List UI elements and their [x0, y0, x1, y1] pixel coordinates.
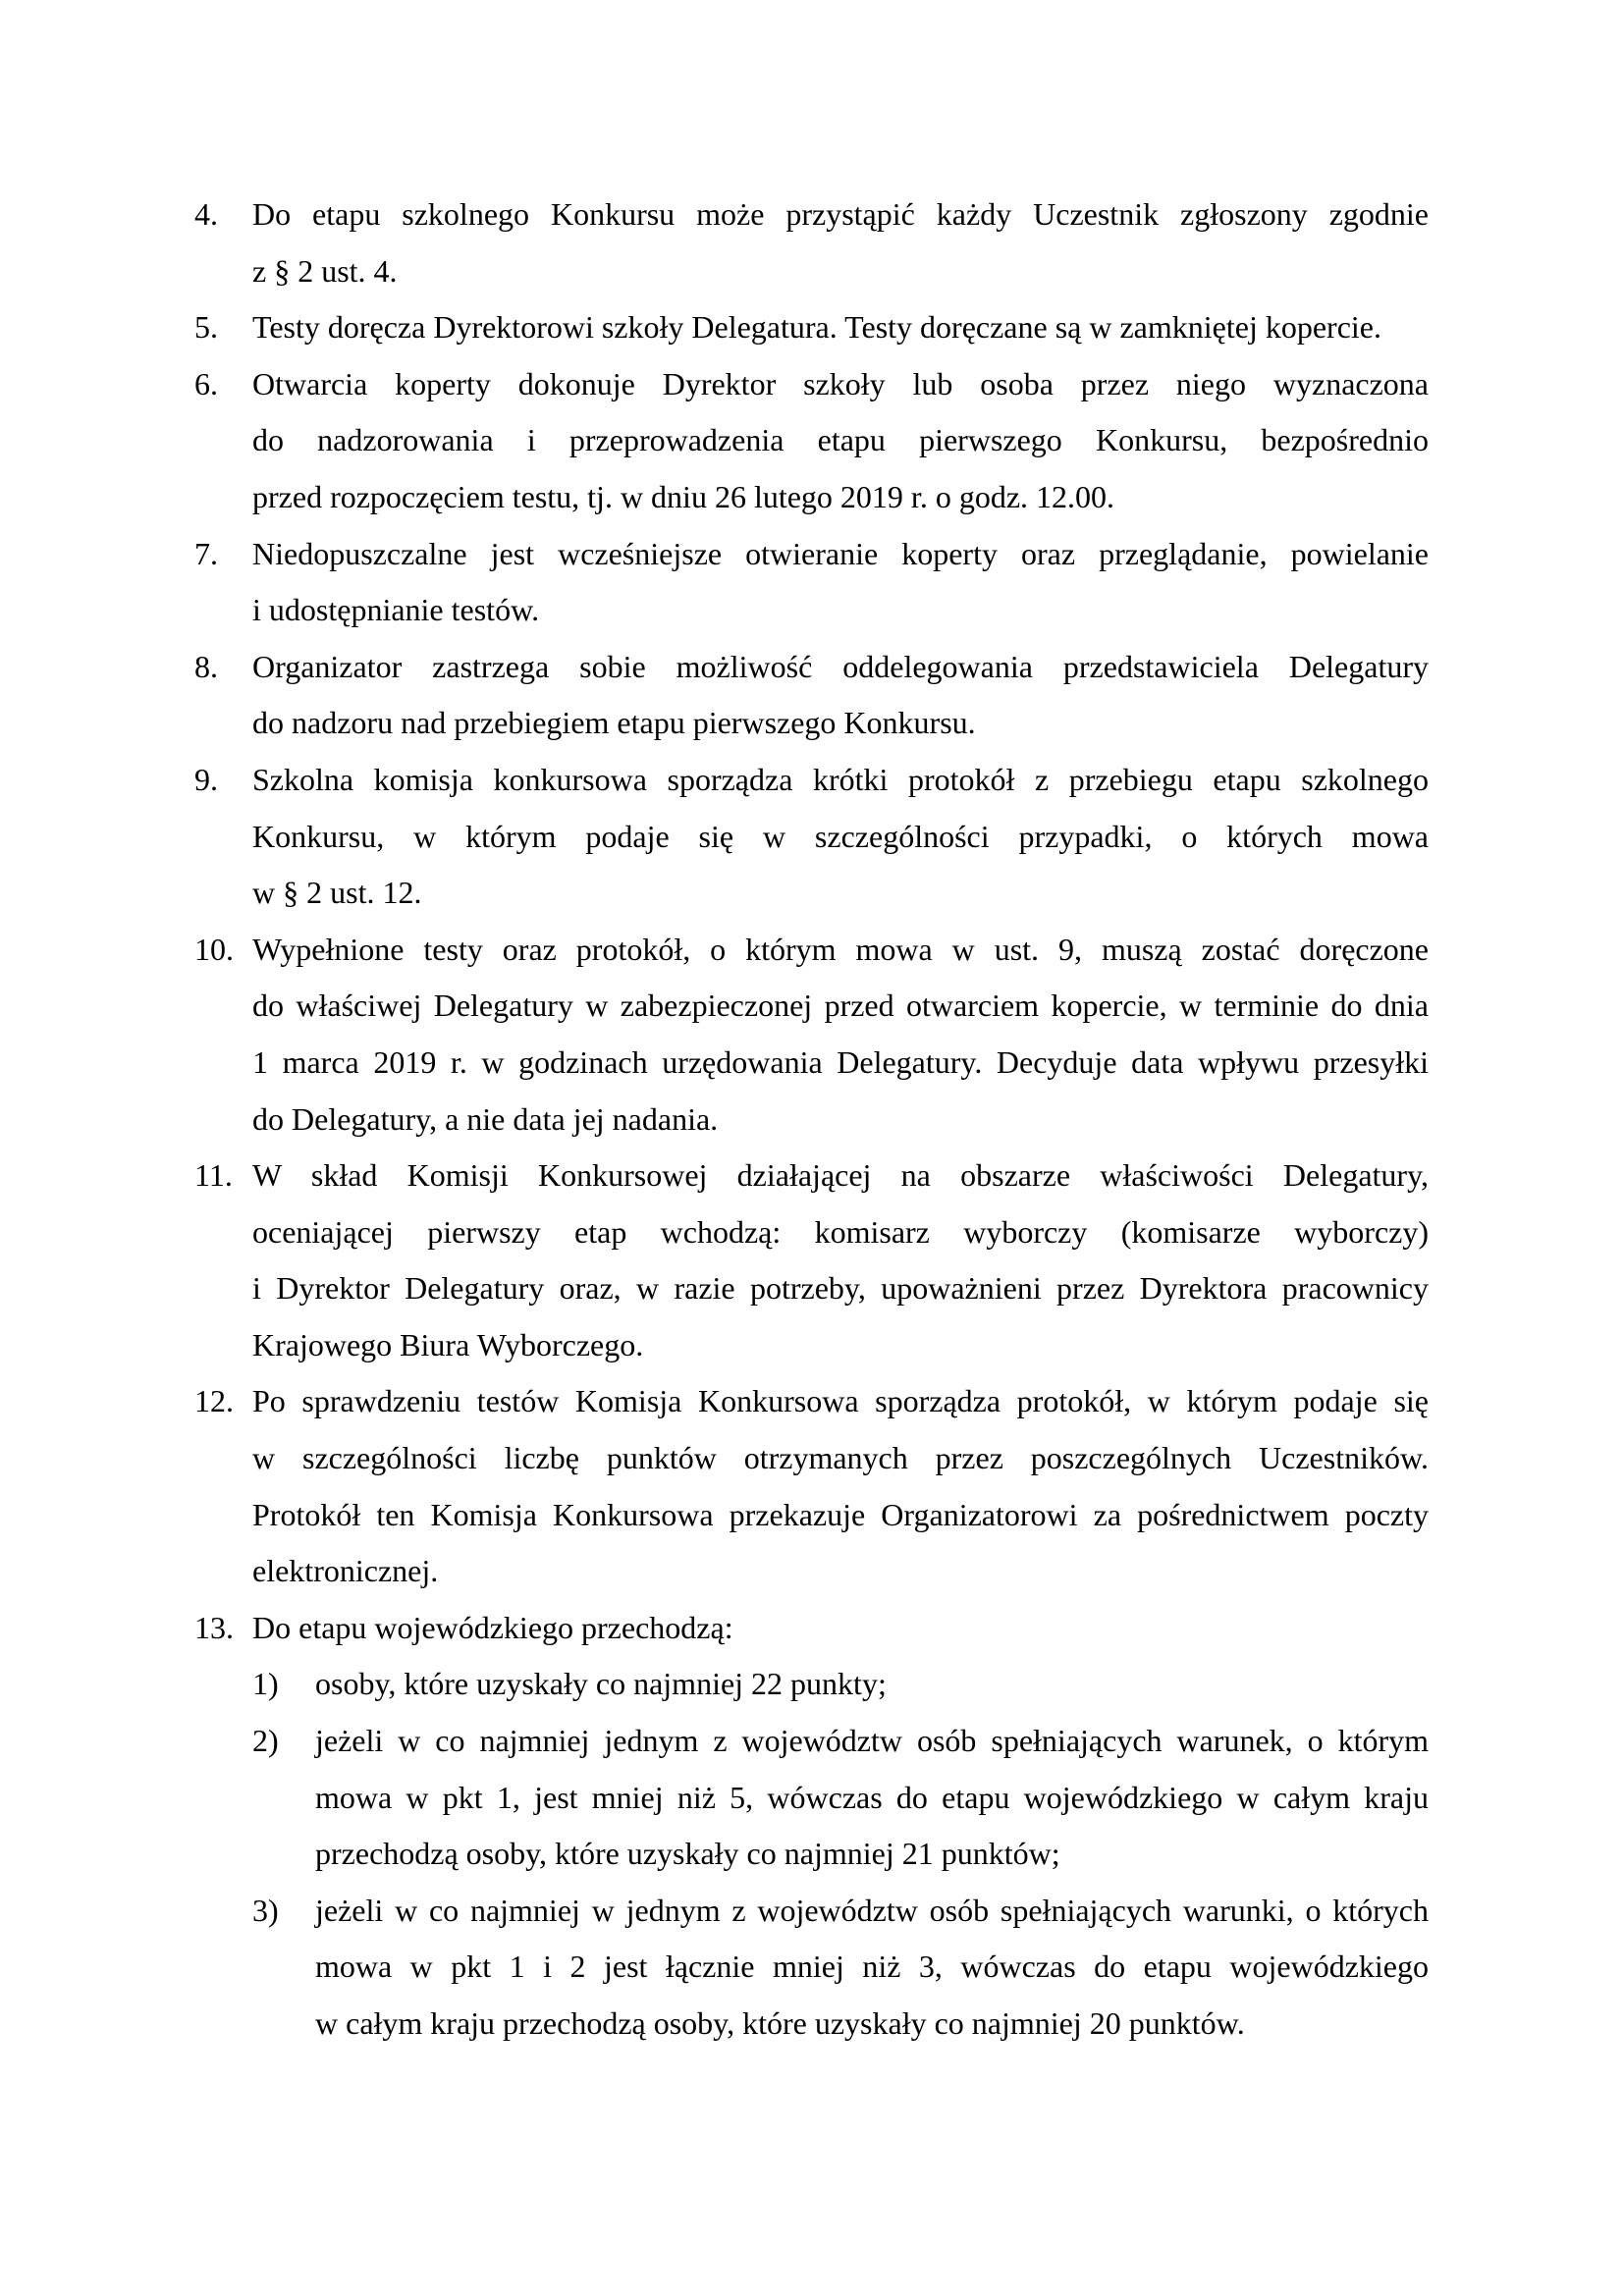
item-text: [252, 526, 1429, 639]
item-text-line: do właściwej Delegatury w zabezpieczonej przed otwarciem kopercie, w terminie do dnia: [252, 988, 1429, 1024]
subitem-number: 2): [252, 1723, 279, 1759]
item-text-line: Niedopuszczalne jest wcześniejsze otwieranie koperty oraz przeglądanie, powielanie: [252, 535, 1429, 571]
subitem-text-line: osoby, które uzyskały co najmniej 22 punkty;: [315, 1666, 887, 1702]
item-text-line: i Dyrektor Delegatury oraz, w razie potrzeby, upoważnieni przez Dyrektora pracownicy: [252, 1270, 1429, 1307]
item-text: [252, 752, 1429, 922]
list-item: [194, 639, 1429, 752]
item-text-line: do nadzorowania i przeprowadzenia etapu pierwszego Konkursu, bezpośrednio: [252, 422, 1429, 458]
list-item: [194, 187, 1429, 299]
item-text: [252, 1148, 1429, 1373]
item-text-line: do Delegatury, a nie data jej nadania.: [252, 1100, 719, 1137]
item-text-line: do nadzoru nad przebiegiem etapu pierwszego Konkursu.: [252, 705, 976, 741]
item-text-line: Szkolna komisja konkursowa sporządza krótki protokół z przebiegu etapu szkolnego: [252, 761, 1429, 797]
item-text-line: Po sprawdzeniu testów Komisja Konkursowa sporządza protokół, w którym podaje się: [252, 1383, 1429, 1419]
item-text-line: 1 marca 2019 r. w godzinach urzędowania Delegatury. Decyduje data wpływu przesyłki: [252, 1043, 1429, 1080]
item-number: 12.: [194, 1383, 234, 1419]
item-text-line: Konkursu, w którym podaje się w szczególności przypadki, o których mowa: [252, 818, 1429, 854]
subitem-number: 3): [252, 1892, 279, 1928]
list-item: [194, 1600, 1429, 2053]
item-number: 8.: [194, 648, 218, 684]
item-text: [252, 1373, 1429, 1599]
item-number: 10.: [194, 931, 234, 967]
list-item: [194, 922, 1429, 1148]
sub-list-item: [252, 1713, 1429, 1883]
item-text-line: w § 2 ust. 12.: [252, 875, 422, 911]
item-number: 6.: [194, 365, 218, 401]
item-text-line: Otwarcia koperty dokonuje Dyrektor szkoły lub osoba przez niego wyznaczona: [252, 365, 1429, 401]
subitem-text-line: mowa w pkt 1 i 2 jest łącznie mniej niż 3, wówczas do etapu wojewódzkiego: [315, 1949, 1429, 1985]
item-text: [252, 356, 1429, 526]
sub-list-item: [252, 1883, 1429, 2053]
item-text: [252, 299, 1429, 356]
list-item: [194, 752, 1429, 922]
item-text-line: Protokół ten Komisja Konkursowa przekazuje Organizatorowi za pośrednictwem poczty: [252, 1496, 1429, 1532]
list-item: [194, 299, 1429, 356]
item-text-line: i udostępnianie testów.: [252, 592, 540, 628]
subitem-text-line: jeżeli w co najmniej w jednym z województw osób spełniających warunki, o których: [315, 1892, 1429, 1928]
item-text-line: Do etapu szkolnego Konkursu może przystąpić każdy Uczestnik zgłoszony zgodnie: [252, 196, 1429, 232]
item-text: [252, 639, 1429, 752]
item-number: 9.: [194, 761, 218, 797]
item-text-line: z § 2 ust. 4.: [252, 252, 398, 289]
numbered-list: [194, 187, 1429, 2053]
item-text-line: W skład Komisji Konkursowej działającej na obszarze właściwości Delegatury,: [252, 1157, 1429, 1194]
subitem-text: [315, 1713, 1429, 1883]
list-item: [194, 1148, 1429, 1373]
item-text-line: Do etapu wojewódzkiego przechodzą:: [252, 1609, 733, 1645]
item-text-line: w szczególności liczbę punktów otrzymanych przez poszczególnych Uczestników.: [252, 1440, 1429, 1476]
sub-list-item: [252, 1656, 1429, 1713]
item-text-line: Krajowego Biura Wyborczego.: [252, 1326, 644, 1362]
item-text-line: elektronicznej.: [252, 1553, 439, 1589]
item-number: 7.: [194, 535, 218, 571]
item-text-line: Organizator zastrzega sobie możliwość oddelegowania przedstawiciela Delegatury: [252, 648, 1429, 684]
item-text-line: Wypełnione testy oraz protokół, o którym mowa w ust. 9, muszą zostać doręczone: [252, 931, 1429, 967]
subitem-text-line: przechodzą osoby, które uzyskały co najmniej 21 punktów;: [315, 1836, 1060, 1872]
item-text-line: Testy doręcza Dyrektorowi szkoły Delegatura. Testy doręczane są w zamkniętej kopercie.: [252, 309, 1381, 346]
subitem-text: [315, 1656, 1429, 1713]
subitem-text-line: jeżeli w co najmniej jednym z województw osób spełniających warunek, o którym: [315, 1723, 1429, 1759]
item-number: 13.: [194, 1609, 234, 1645]
item-text-line: oceniającej pierwszy etap wchodzą: komisarz wyborczy (komisarze wyborczy): [252, 1213, 1429, 1250]
subitem-number: 1): [252, 1666, 279, 1702]
item-number: 4.: [194, 196, 218, 232]
item-text: [252, 187, 1429, 299]
item-text-line: przed rozpoczęciem testu, tj. w dniu 26 lutego 2019 r. o godz. 12.00.: [252, 478, 1115, 514]
item-number: 11.: [194, 1157, 233, 1194]
list-item: [194, 356, 1429, 526]
subitem-text-line: w całym kraju przechodzą osoby, które uzyskały co najmniej 20 punktów.: [315, 2005, 1245, 2041]
item-text: [252, 1600, 1429, 1657]
subitem-text-line: mowa w pkt 1, jest mniej niż 5, wówczas do etapu wojewódzkiego w całym kraju: [315, 1779, 1429, 1815]
subitem-text: [315, 1883, 1429, 2053]
list-item: [194, 1373, 1429, 1599]
item-text: [252, 922, 1429, 1148]
document-content: [194, 187, 1429, 2053]
list-item: [194, 526, 1429, 639]
item-number: 5.: [194, 309, 218, 346]
